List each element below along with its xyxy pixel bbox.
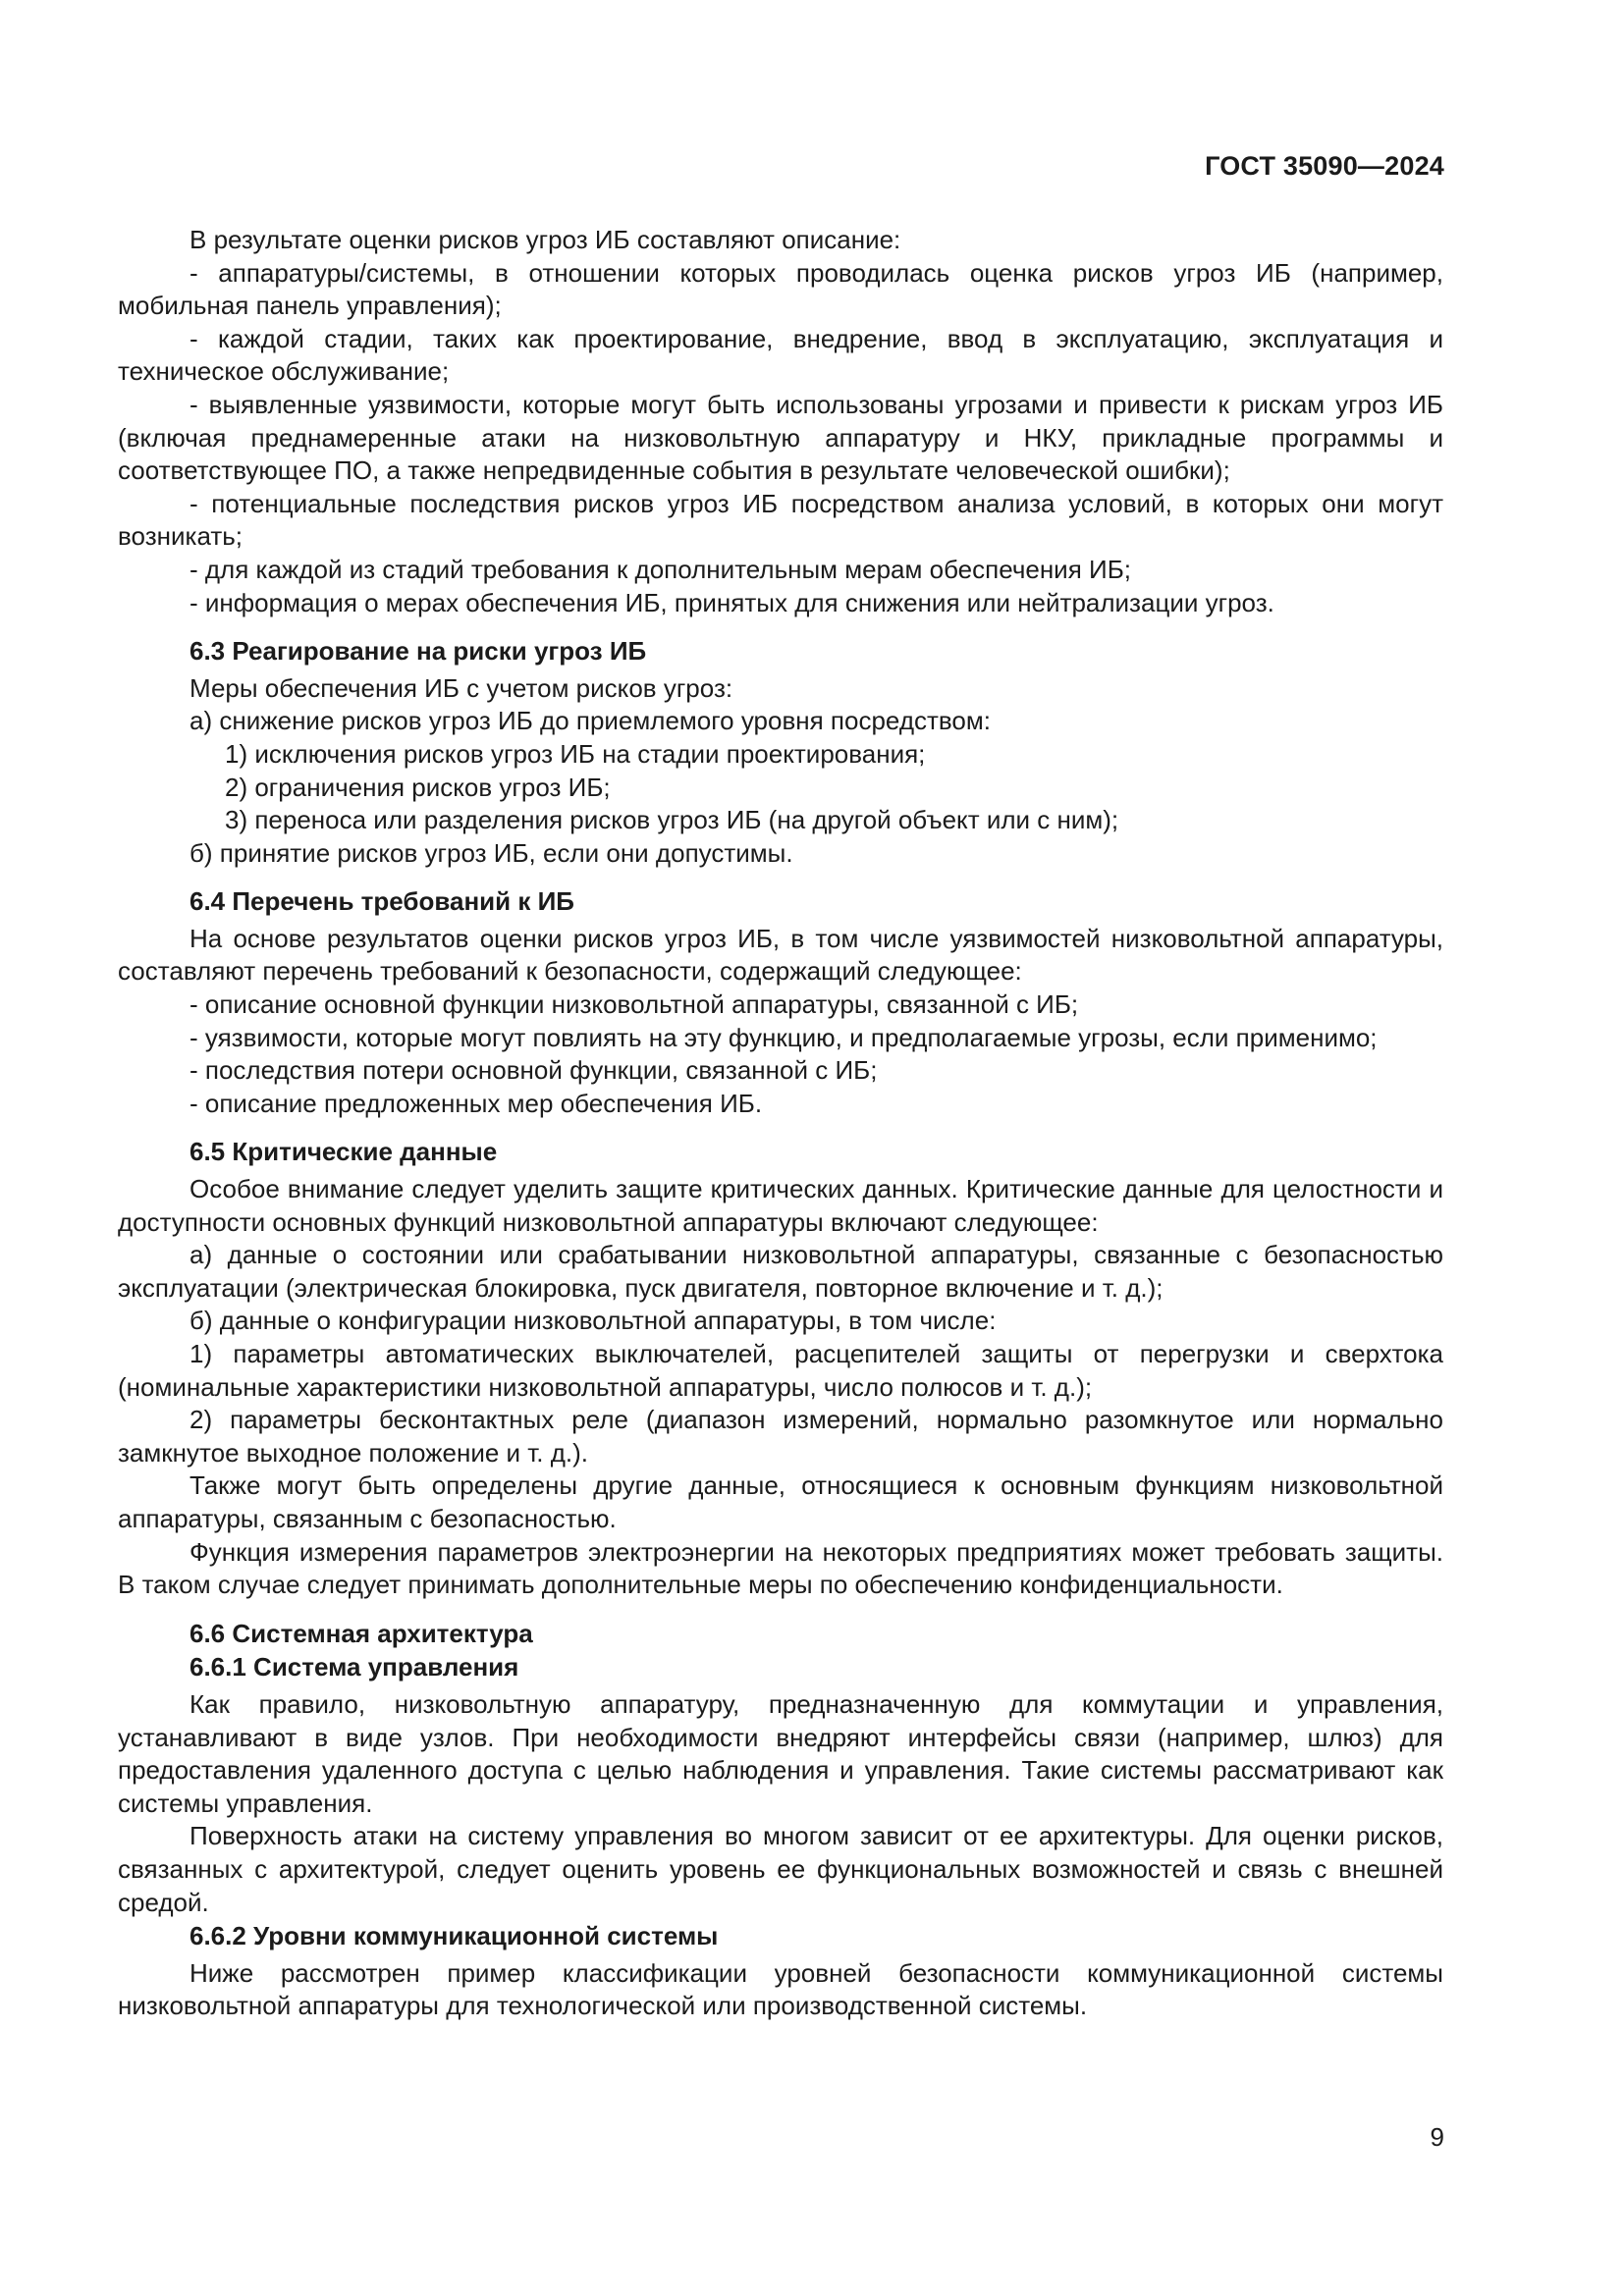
s662-paragraph: Ниже рассмотрен пример классификации уровней безопасности коммуникационной системы низковольтной аппаратуры для технологической или производственной системы. [118,1957,1443,2021]
page-body [118,224,1443,2023]
subsection-heading-6-6-2: 6.6.2 Уровни коммуникационной системы [189,1921,719,1951]
page-number: 9 [1430,2122,1444,2152]
intro-list-item: - для каждой из стадий требования к дополнительным мерам обеспечения ИБ; [189,554,1131,584]
section-heading-6-5: 6.5 Критические данные [189,1137,498,1167]
s65-paragraph: 2) параметры бесконтактных реле (диапазон измерений, нормально разомкнутое или нормально замкнутое выходное положение и т. д.). [118,1405,1443,1468]
s64-list-item: - описание предложенных мер обеспечения ИБ. [189,1088,763,1118]
s64-list-item: - последствия потери основной функции, связанной с ИБ; [189,1055,878,1086]
s63-item-b: б) принятие рисков угроз ИБ, если они допустимы. [189,837,793,868]
s64-lead: На основе результатов оценки рисков угроз ИБ, в том числе уязвимостей низковольтной аппаратуры, составляют перечень требований к безопасности, содержащий следующее: [118,923,1443,987]
s63-item-a: а) снижение рисков угроз ИБ до приемлемого уровня посредством: [189,706,991,736]
section-heading-6-4: 6.4 Перечень требований к ИБ [189,886,574,917]
s65-paragraph: Функция измерения параметров электроэнергии на некоторых предприятиях может требовать защиты. В таком случае следует принимать дополнительные меры по обеспечению конфиденциальности. [118,1536,1443,1600]
intro-list-item: - информация о мерах обеспечения ИБ, принятых для снижения или нейтрализации угроз. [189,587,1274,617]
s65-paragraph: Особое внимание следует уделить защите критических данных. Критические данные для целостности и доступности основных функций низковольтной аппаратуры включают следующее: [118,1174,1443,1237]
s64-list-item: - уязвимости, которые могут повлиять на эту функцию, и предполагаемые угрозы, если применимо; [189,1022,1378,1052]
s65-paragraph: 1) параметры автоматических выключателей, расцепителей защиты от перегрузки и сверхтока (номинальные характеристики низковольтной аппаратуры, число полюсов и т. д.); [118,1339,1443,1402]
s64-list-item: - описание основной функции низковольтной аппаратуры, связанной с ИБ; [189,989,1079,1020]
s65-paragraph: а) данные о состоянии или срабатывании низковольтной аппаратуры, связанные с безопасностью эксплуатации (электрическая блокировка, пуск двигателя, повторное включение и т. д.); [118,1240,1443,1303]
s65-paragraph: б) данные о конфигурации низковольтной аппаратуры, в том числе: [189,1306,997,1336]
s661-paragraph: Поверхность атаки на систему управления во многом зависит от ее архитектуры. Для оценки рисков, связанных с архитектурой, следует оценить уровень ее функциональных возможностей и связь с внешней средой. [118,1821,1443,1917]
s63-subitem: 3) переноса или разделения рисков угроз ИБ (на другой объект или с ним); [225,805,1119,835]
section-heading-6-6: 6.6 Системная архитектура [189,1618,533,1648]
intro-list-item: - аппаратуры/системы, в отношении которых проводилась оценка рисков угроз ИБ (например, мобильная панель управления); [118,257,1443,321]
intro-list-item: - потенциальные последствия рисков угроз ИБ посредством анализа условий, в которых они могут возникать; [118,488,1443,552]
s63-subitem: 1) исключения рисков угроз ИБ на стадии проектирования; [225,738,926,769]
document-code-header: ГОСТ 35090—2024 [1205,151,1444,181]
subsection-heading-6-6-1: 6.6.1 Система управления [189,1652,519,1682]
section-heading-6-3: 6.3 Реагирование на риски угроз ИБ [189,636,647,667]
intro-list-item: - выявленные уязвимости, которые могут быть использованы угрозами и привести к рискам угроз ИБ (включая преднамеренные атаки на низковольтную аппаратуру и НКУ, прикладные программы и соответствующее ПО, а также непредвиденные события в результате человеческой ошибки); [118,389,1443,486]
s65-paragraph: Также могут быть определены другие данные, относящиеся к основным функциям низковольтной аппаратуры, связанным с безопасностью. [118,1470,1443,1533]
s63-subitem: 2) ограничения рисков угроз ИБ; [225,772,611,802]
s661-paragraph: Как правило, низковольтную аппаратуру, предназначенную для коммутации и управления, устанавливают в виде узлов. При необходимости внедряют интерфейсы связи (например, шлюз) для предоставления удаленного доступа с целью наблюдения и управления. Такие системы рассматривают как системы управления. [118,1688,1443,1818]
s63-lead: Меры обеспечения ИБ с учетом рисков угроз: [189,672,733,703]
intro-list-item: - каждой стадии, таких как проектирование, внедрение, ввод в эксплуатацию, эксплуатация и техническое обслуживание; [118,323,1443,387]
intro-lead: В результате оценки рисков угроз ИБ составляют описание: [189,225,901,254]
